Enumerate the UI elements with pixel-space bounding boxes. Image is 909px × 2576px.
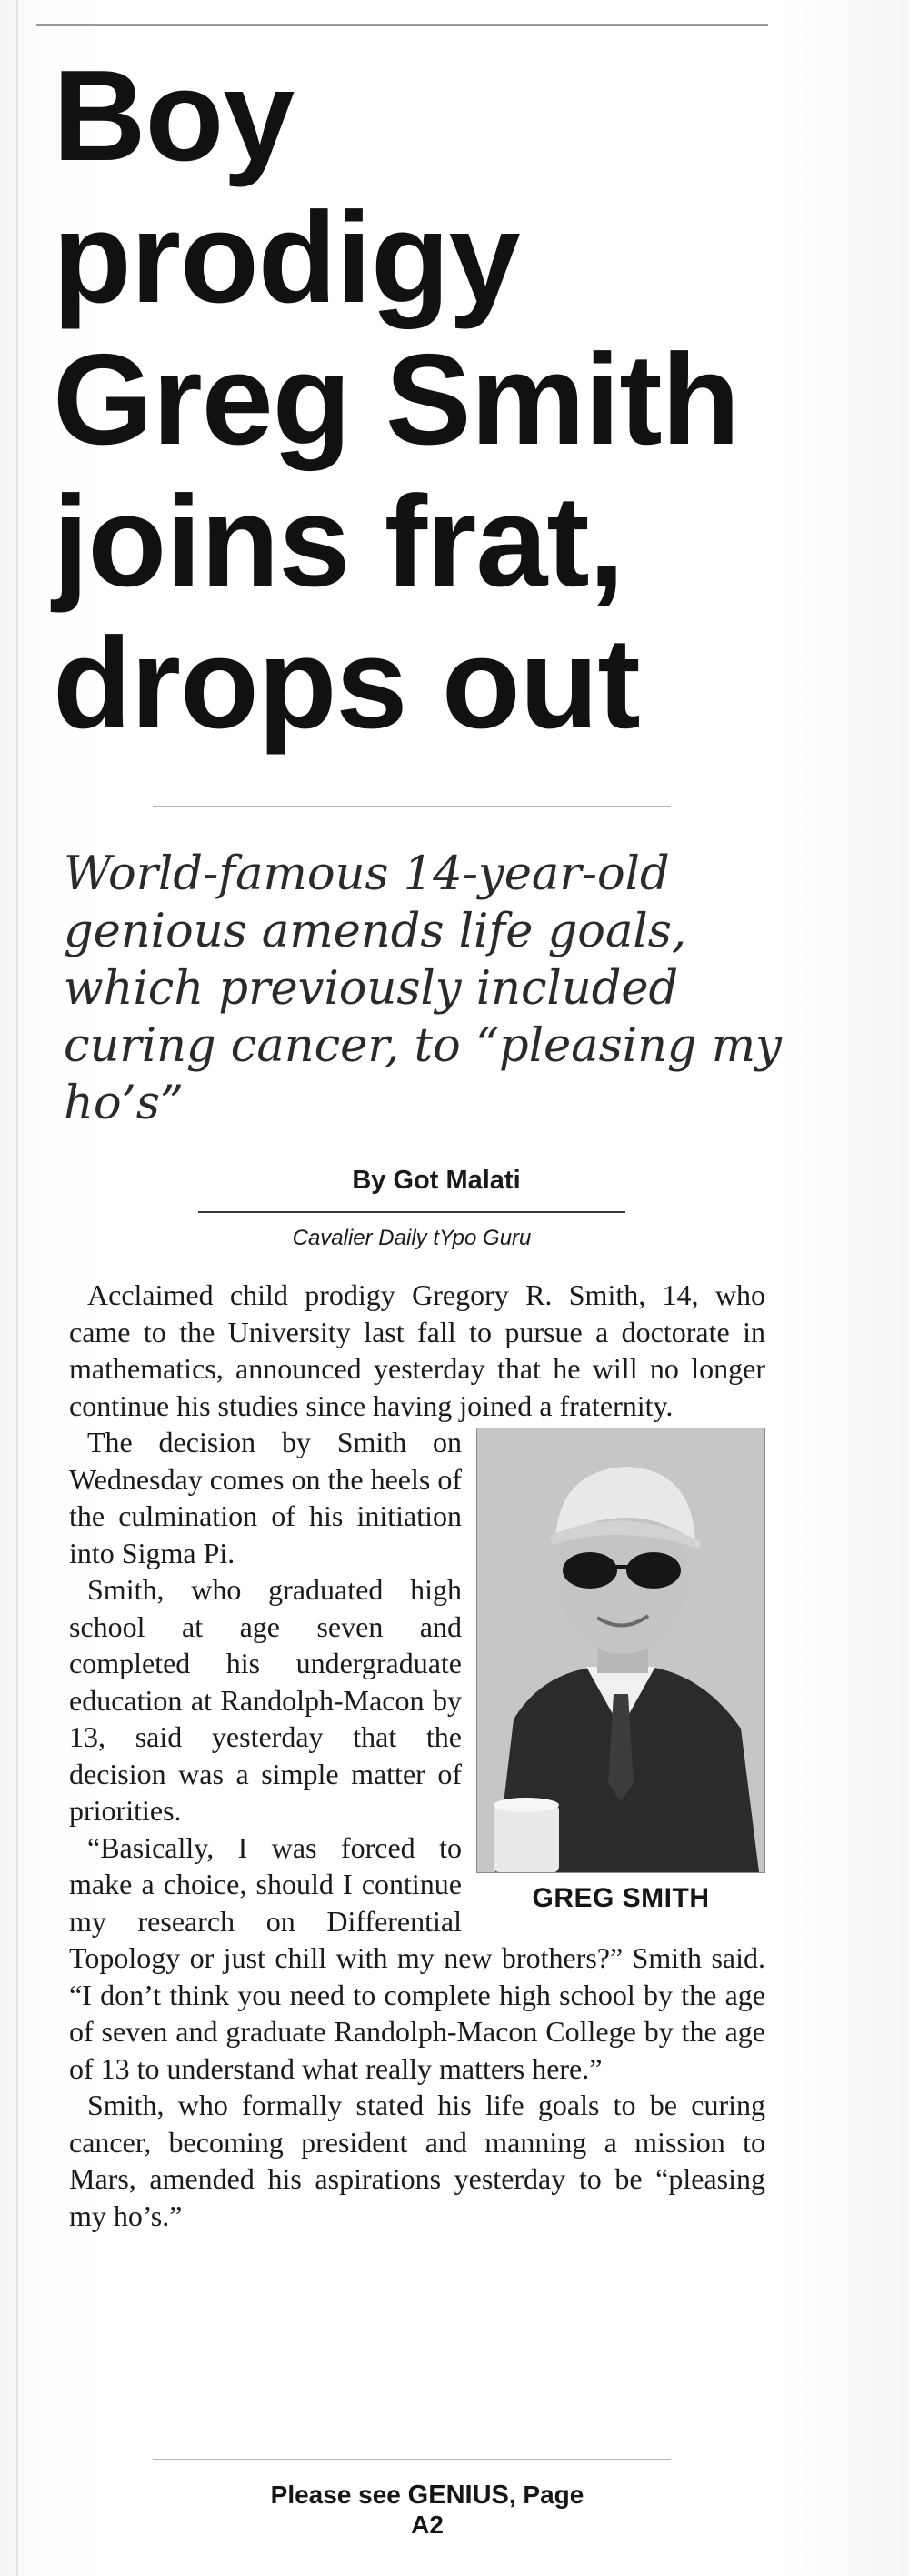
jump-keyword: GENIUS [407, 2481, 509, 2510]
headline: Boy prodigy Greg Smith joins frat, drops out [53, 44, 740, 756]
paragraph: “Basically, I was forced to make a choice, should I continue my research on Differential Topology or just chill with my new brothers?” Smith said. “I don’t think you need to complete high school by the age of seven and graduate Randolph-Macon College by the age of 13 to understand what really matters here.” [69, 1830, 765, 2085]
jump-line[interactable] [264, 2481, 591, 2540]
byline: By Got Malati [352, 1166, 521, 1195]
headline-divider [153, 806, 671, 807]
top-rule [36, 24, 768, 26]
article-body [69, 1277, 765, 2234]
photo-figure [476, 1428, 765, 1924]
byline-rule [198, 1211, 625, 1213]
portrait-photo [476, 1428, 765, 1873]
jump-prefix: Please see [270, 2481, 401, 2509]
photo-caption: GREG SMITH [532, 1883, 710, 1913]
byline-title: Cavalier Daily tYpo Guru [292, 1226, 532, 1250]
paragraph: Smith, who formally stated his life goals to be curing cancer, becoming president and manning a mission to Mars, amended his aspirations yesterday to be “pleasing my ho’s.” [69, 2089, 765, 2232]
jump-suffix: , Page A2 [411, 2481, 584, 2539]
paragraph: Acclaimed child prodigy Gregory R. Smith, 14, who came to the University last fall to pursue a doctorate in mathematics, announced yesterday that he will no longer continue his studies since having joined a fraternity. [69, 1278, 765, 1422]
paragraph: Smith, who graduated high school at age seven and completed his undergraduate education at Randolph-Macon by 13, said yesterday that the decision was a simple matter of priorities. [69, 1573, 462, 1827]
paragraph: The decision by Smith on Wednesday comes on the heels of the culmination of his initiation into Sigma Pi. [69, 1426, 462, 1569]
subhead: World-famous 14-year-old genious amends life goals, which previously included curing cancer, to “pleasing my ho’s” [64, 847, 782, 1130]
page-edge [16, 0, 18, 2576]
footer-divider [153, 2459, 671, 2460]
